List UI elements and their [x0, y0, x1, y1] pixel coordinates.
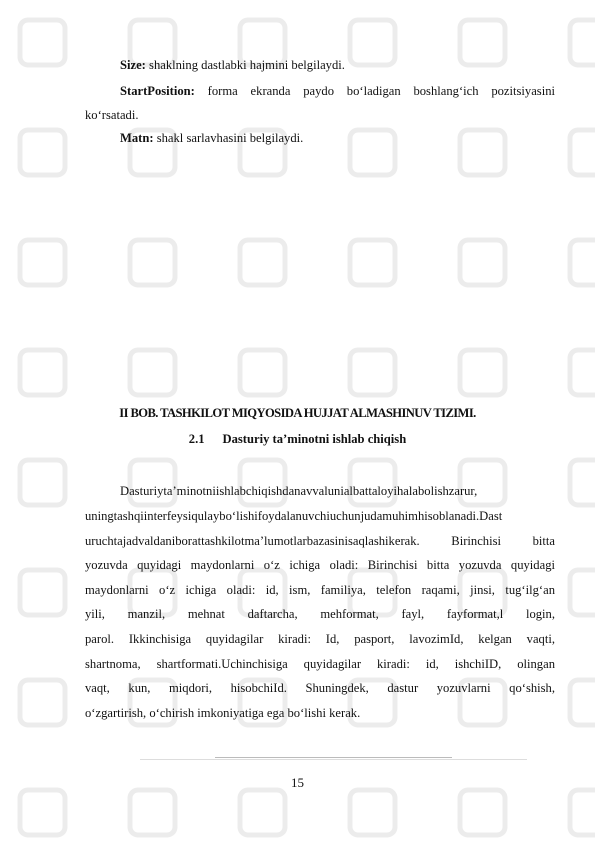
body-line: o‘zgartirish, o‘chirish imkoniyatiga ega bo‘lishi kerak. [85, 706, 361, 720]
body-line: uningtashqiinterfeysiqulayboʻlishifoydalanuvchiuchunjudamuhimhisoblanadi.Dast [85, 509, 503, 523]
definition-term: Matn: [120, 131, 154, 145]
watermark-shape [240, 350, 285, 395]
watermark-shape [570, 350, 595, 395]
watermark-shape [240, 790, 285, 835]
watermark-shape [350, 350, 395, 395]
body-line: uruchtajadvaldaniborattashkilotma’lumotlarbazasinisaqlashikerak. Birinchisi bitta [85, 534, 555, 548]
definition-size [120, 57, 345, 73]
watermark-shape [350, 20, 395, 65]
definition-term: StartPosition: [120, 84, 195, 98]
watermark-shape [460, 790, 505, 835]
watermark-shape [130, 790, 175, 835]
definition-startposition-cont: ko‘rsatadi. [85, 108, 139, 122]
watermark-shape [20, 20, 65, 65]
watermark-shape [570, 20, 595, 65]
watermark-shape [20, 680, 65, 725]
watermark-shape [350, 240, 395, 285]
body-line: yozuvda quyidagi maydonlarni o‘z ichiga oladi: Birinchisi bitta yozuvda quyidagi [85, 558, 555, 572]
watermark-shape [20, 240, 65, 285]
watermark-shape [20, 460, 65, 505]
body-line: shartnoma, shartformati.Uchinchisiga quyidagilar kiradi: id, ishchiID, olingan [85, 657, 555, 671]
footer-rule-inner [215, 757, 452, 758]
page-number: 15 [291, 775, 304, 790]
watermark-shape [570, 790, 595, 835]
watermark-shape [460, 130, 505, 175]
definition-desc: shaklning dastlabki hajmini belgilaydi. [145, 58, 345, 72]
body-line: maydonlarni o‘z ichiga oladi: id, ism, familiya, telefon raqami, jinsi, tug‘ilg‘an [85, 583, 555, 597]
watermark-shape [570, 240, 595, 285]
watermark-shape [20, 570, 65, 615]
watermark-shape [570, 460, 595, 505]
footer-rule [140, 759, 527, 760]
watermark-shape [460, 350, 505, 395]
definition-desc: forma ekranda paydo bo‘ladigan boshlang‘ich pozitsiyasini [207, 84, 555, 98]
watermark-shape [460, 20, 505, 65]
body-line: yili, manzil, mehnat daftarcha, mehformat, fayl, fayformat,l login, [85, 607, 555, 621]
definition-startposition [120, 83, 555, 99]
watermark-shape [570, 680, 595, 725]
watermark-shape [350, 790, 395, 835]
watermark-shape [240, 240, 285, 285]
watermark-shape [350, 130, 395, 175]
body-line: parol. Ikkinchisiga quyidagilar kiradi: Id, pasport, lavozimId, kelgan vaqti, [85, 632, 555, 646]
watermark-shape [460, 240, 505, 285]
definition-matn [120, 130, 303, 146]
section-title: Dasturiy ta’minotni ishlab chiqish [222, 432, 407, 446]
watermark-shape [570, 130, 595, 175]
definition-desc: shakl sarlavhasini belgilaydi. [153, 131, 304, 145]
chapter-heading: II BOB. TASHKILOT MIQYOSIDA HUJJAT ALMASHINUV TIZIMI. [119, 406, 476, 420]
watermark-shape [570, 570, 595, 615]
section-number: 2.1 [188, 432, 205, 446]
watermark-shape [130, 240, 175, 285]
watermark-shape [20, 790, 65, 835]
body-line: Dasturiyta’minotniishlabchiqishdanavvalunialbattaloyihalabolishzarur, [120, 484, 478, 498]
definition-term: Size: [120, 58, 146, 72]
watermark-shape [20, 350, 65, 395]
section-heading [0, 432, 595, 447]
watermark-shape [20, 130, 65, 175]
body-line: vaqt, kun, miqdori, hisobchiId. Shuningdek, dastur yozuvlarni qo‘shish, [85, 681, 555, 695]
watermark-shape [130, 350, 175, 395]
